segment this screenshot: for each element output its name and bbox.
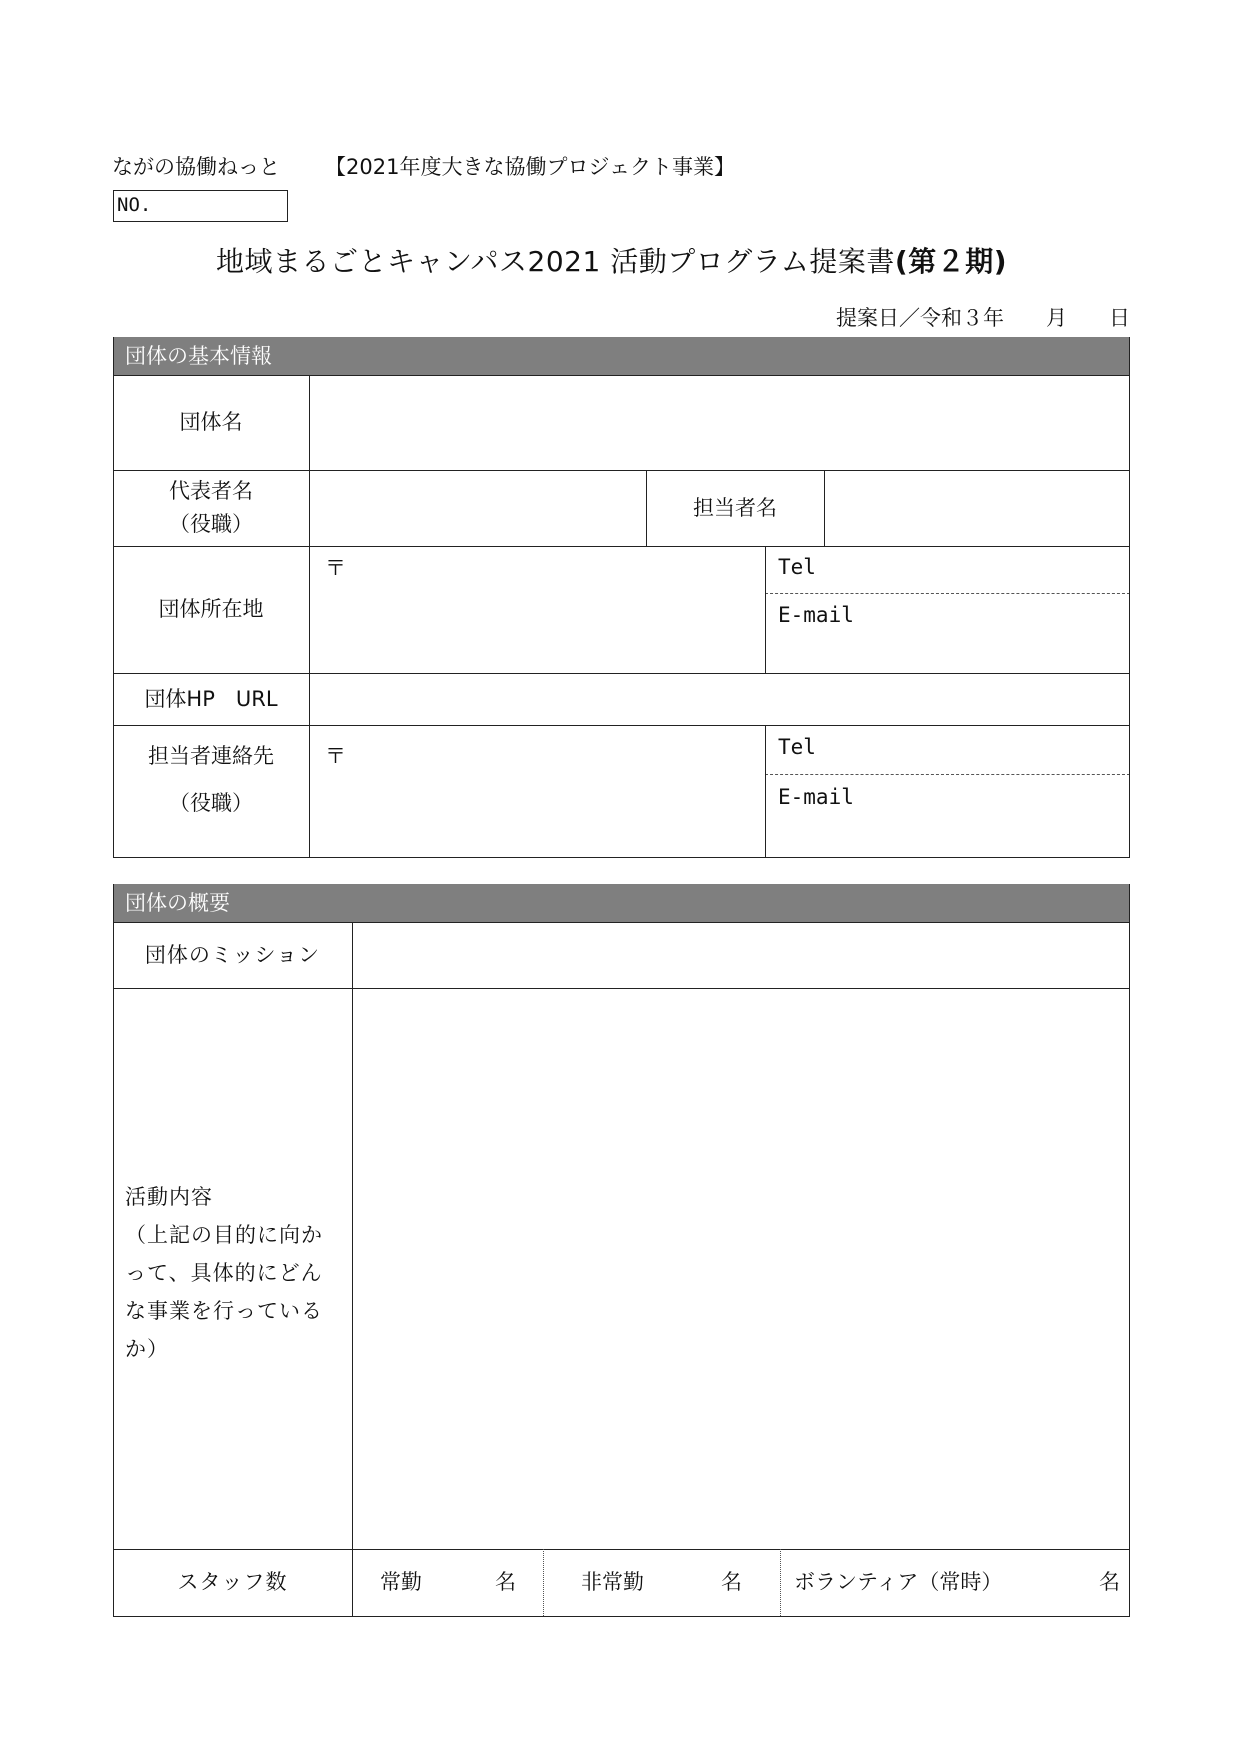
project-title: 【2021年度大きな協働プロジェクト事業】 bbox=[325, 155, 736, 179]
parttime-unit: 名 bbox=[721, 1570, 742, 1594]
email-label-2: E-mail bbox=[778, 785, 854, 809]
staff-count-label: スタッフ数 bbox=[177, 1570, 288, 1595]
divider bbox=[543, 1549, 544, 1616]
contact-role-label: （役職） bbox=[169, 791, 253, 815]
divider bbox=[113, 1616, 1130, 1617]
hp-url-field[interactable] bbox=[310, 674, 1128, 724]
activity-label bbox=[125, 1178, 323, 1368]
activity-note-line: って、具体的にどん bbox=[125, 1261, 323, 1285]
contact-address-field[interactable] bbox=[310, 726, 764, 856]
contact-person-field[interactable] bbox=[825, 471, 1128, 545]
mission-field[interactable] bbox=[353, 923, 1128, 987]
org-name-field[interactable] bbox=[310, 376, 1128, 469]
page-title bbox=[216, 245, 1008, 278]
volunteer-unit: 名 bbox=[1099, 1570, 1120, 1594]
tel-label: Tel bbox=[778, 555, 816, 579]
divider bbox=[765, 546, 766, 673]
divider bbox=[113, 884, 114, 1616]
mission-label: 団体のミッション bbox=[144, 942, 321, 967]
activity-title: 活動内容 bbox=[125, 1185, 213, 1209]
divider bbox=[780, 1549, 781, 1616]
postal-mark-2: 〒 bbox=[325, 744, 346, 768]
postal-mark: 〒 bbox=[325, 556, 346, 580]
activity-field[interactable] bbox=[353, 989, 1128, 1548]
address-field[interactable] bbox=[310, 547, 764, 672]
page-title-main: 地域まるごとキャンパス2021 活動プログラム提案書 bbox=[216, 245, 895, 278]
contact-info-label: 担当者連絡先 bbox=[148, 744, 274, 768]
hp-url-label: 団体HP URL bbox=[144, 686, 278, 711]
divider bbox=[765, 593, 1130, 594]
fulltime-label: 常勤 bbox=[380, 1570, 422, 1594]
address-label: 団体所在地 bbox=[158, 597, 264, 622]
divider bbox=[1129, 337, 1130, 857]
org-name-label: 団体名 bbox=[179, 410, 243, 435]
representative-role-label: （役職） bbox=[169, 512, 253, 536]
email-label: E-mail bbox=[778, 603, 854, 627]
number-label: NO. bbox=[117, 194, 152, 216]
page-title-suffix: (第２期) bbox=[894, 245, 1008, 278]
fulltime-unit: 名 bbox=[495, 1570, 516, 1594]
section-overview-header: 団体の概要 bbox=[113, 884, 1130, 922]
organization-name: ながの協働ねっと bbox=[112, 155, 280, 179]
fulltime-field[interactable] bbox=[353, 1550, 542, 1615]
volunteer-field[interactable] bbox=[782, 1550, 1128, 1615]
representative-field[interactable] bbox=[310, 471, 645, 545]
section-basic-info-header: 団体の基本情報 bbox=[113, 337, 1130, 375]
contact-person-label: 担当者名 bbox=[693, 495, 777, 520]
parttime-label: 非常勤 bbox=[581, 1570, 644, 1594]
volunteer-label: ボランティア（常時） bbox=[794, 1570, 1003, 1594]
representative-name-label: 代表者名 bbox=[169, 479, 253, 504]
number-field[interactable] bbox=[113, 190, 288, 222]
divider bbox=[765, 774, 1130, 775]
submission-date: 提案日／令和３年 月 日 bbox=[836, 306, 1130, 330]
divider bbox=[765, 725, 766, 857]
activity-note-line: な事業を行っている bbox=[125, 1299, 323, 1323]
divider bbox=[1129, 884, 1130, 1616]
tel-label-2: Tel bbox=[778, 735, 816, 759]
activity-note-line: か） bbox=[125, 1337, 169, 1361]
activity-note-line: （上記の目的に向か bbox=[125, 1223, 323, 1247]
divider bbox=[113, 857, 1130, 858]
parttime-field[interactable] bbox=[545, 1550, 779, 1615]
representative-label bbox=[113, 470, 309, 546]
